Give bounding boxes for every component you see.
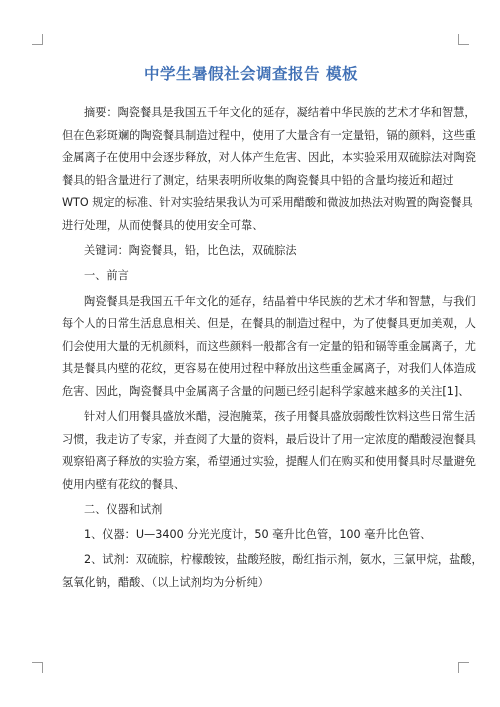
intro-line: 危害、因此，陶瓷餐具中金属离子含量的问题已经引起科学家越来越多的关注[1]、 [62,384,470,398]
intro2-line: 使用内壁有花纹的餐具、 [62,477,186,491]
abstract-line: 进行处理，从而使餐具的使用安全可靠、 [62,218,264,232]
document-page [62,62,483,597]
section-heading: 一、前言 [84,269,129,283]
intro-paragraph-2 [62,406,476,496]
abstract-line: 金属离子在使用中会逐步释放，对人体产生危害、因此，本实验采用双硫腙法对陶瓷 [62,151,476,165]
abstract-line: 餐具的铅含量进行了测定，结果表明所收集的陶瓷餐具中铅的含量均接近和超过 [62,173,454,187]
document-title: 中学生暑假社会调查报告 模板 [144,65,358,83]
abstract-line: WTO 规定的标准、针对实验结果我认为可采用醋酸和微波加热法对购置的陶瓷餐具 [62,196,473,210]
intro-line: 每个人的日常生活息息相关、但是，在餐具的制造过程中，为了使餐具更加美观，人 [62,317,476,331]
crop-mark-bottom-left [32,662,43,673]
intro2-line: 习惯，我走访了专家，并查阅了大量的资料，最后设计了用一定浓度的醋酸浸泡餐具 [62,432,476,446]
item-line: 氢氧化钠，醋酸、（以上试剂均为分析纯） [62,576,269,590]
crop-mark-top-right [458,34,469,45]
section-heading: 二、仪器和试剂 [84,503,163,517]
intro-line: 陶瓷餐具是我国五千年文化的延存，结晶着中华民族的艺术才华和智慧，与我们 [84,294,476,308]
keywords-line: 关键词：陶瓷餐具，铅，比色法，双硫腙法 [84,244,297,258]
reagents-item [62,549,483,594]
section-heading-instruments [62,499,440,522]
item-line: 2、试剂：双硫腙，柠檬酸铵，盐酸羟胺，酚红指示剂，氨水，三氯甲烷，盐酸， [84,553,483,567]
crop-mark-bottom-right [458,662,469,673]
intro-line: 其是餐具内壁的花纹，更容易在使用过程中释放出这些重金属离子，对我们人体造成 [62,362,476,376]
intro2-line: 针对人们用餐具盛放米醋，浸泡腌菜，孩子用餐具盛放弱酸性饮料这些日常生活 [84,410,476,424]
abstract-line: 摘要：陶瓷餐具是我国五千年文化的延存，凝结着中华民族的艺术才华和智慧， [84,106,476,119]
intro-line: 们会使用大量的无机颜料，而这些颜料一般都含有一定量的铅和镉等重金属离子，尤 [62,339,476,353]
intro2-line: 观察铅离子释放的实验方案，希望通过实验，提醒人们在购买和使用餐具时尽量避免 [62,455,476,469]
abstract-paragraph [62,102,476,238]
abstract-line: 但在色彩斑斓的陶瓷餐具制造过程中，使用了大量含有一定量铅，镉的颜料，这些重 [62,128,476,142]
intro-paragraph [62,291,476,404]
crop-mark-top-left [32,34,43,45]
keywords-paragraph [62,240,440,263]
instruments-item [62,524,440,547]
item-line: 1、仪器：U—3400 分光光度计，50 毫升比色管，100 毫升比色管、 [84,528,432,542]
section-heading-intro [62,265,440,288]
